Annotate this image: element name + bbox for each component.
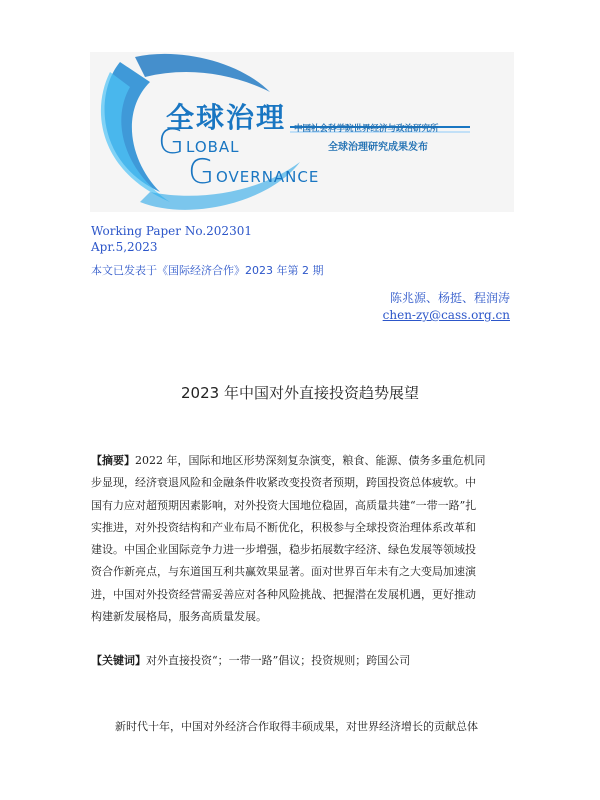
logo-chinese-title: 全球治理 <box>166 101 287 134</box>
authors: 陈兆源、杨挺、程润涛 <box>389 291 510 305</box>
abstract-line-8: 构建新发展格局，服务高质量发展。 <box>91 610 267 624</box>
abstract-line-5: 建设。中国企业国际竞争力进一步增强，稳步拓展数字经济、绿色发展等领域投 <box>91 543 476 557</box>
logo-word-global: LOBAL <box>186 138 240 156</box>
release-label: 全球治理研究成果发布 <box>328 142 428 153</box>
logo-letter-g-2: G <box>188 152 215 192</box>
abstract-line-3: 国有力应对超预期因素影响，对外投资大国地位稳固，高质量共建“一带一路”扎 <box>91 498 477 512</box>
paper-title: 2023 年中国对外直接投资趋势展望 <box>181 384 419 402</box>
abstract-line-2: 步显现，经济衰退风险和金融条件收紧改变投资者预期，跨国投资总体疲软。中 <box>91 476 476 490</box>
global-governance-banner <box>90 52 514 212</box>
abstract-line-1: 【摘要】2022 年，国际和地区形势深刻复杂演变，粮食、能源、债务多重危机同 <box>91 454 486 467</box>
working-paper-number: Working Paper No.202301 <box>91 224 252 238</box>
abstract-line-6: 资合作新亮点，与东道国互利共赢效果显著。面对世界百年未有之大变局加速演 <box>91 565 476 579</box>
author-email-link[interactable]: chen-zy@cass.org.cn <box>382 308 510 322</box>
logo-letter-g-1: G <box>158 122 185 162</box>
abstract-label: 【摘要】 <box>91 454 135 467</box>
keywords <box>91 652 410 668</box>
abstract-line-4: 实推进，对外投资结构和产业布局不断优化，积极参与全球投资治理体系改革和 <box>91 520 476 534</box>
publication-note: 本文已发表于《国际经济合作》2023 年第 2 期 <box>91 264 324 277</box>
keywords-text: 对外直接投资“；一带一路”倡议；投资规则；跨国公司 <box>146 654 411 667</box>
logo-word-governance: OVERNANCE <box>216 168 320 186</box>
paper-date: Apr.5,2023 <box>91 240 158 254</box>
abstract <box>91 450 511 628</box>
institute-name: 中国社会科学院世界经济与政治研究所 <box>294 124 439 134</box>
keywords-label: 【关键词】 <box>91 654 146 667</box>
body-paragraph-first-line: 新时代十年，中国对外经济合作取得丰硕成果，对世界经济增长的贡献总体 <box>115 720 478 733</box>
abstract-line-7: 进，中国对外投资经营需妥善应对各种风险挑战、把握潜在发展机遇，更好推动 <box>91 587 476 601</box>
